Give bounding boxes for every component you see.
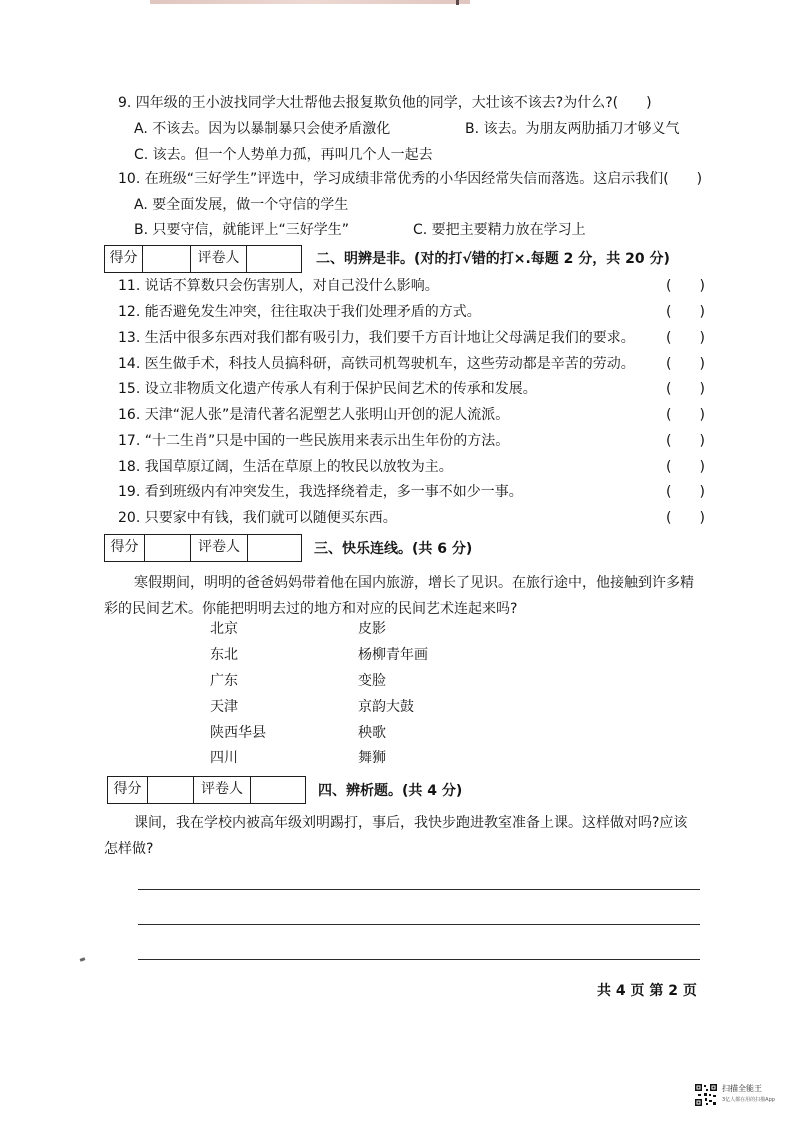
page-number: 共 4 页 第 2 页 [597, 983, 697, 999]
score-box-section-2 [104, 245, 302, 273]
grader-blank [248, 535, 300, 561]
art-bianlian: 变脸 [358, 673, 386, 689]
grader-blank [251, 777, 304, 803]
question-9-option-c: C. 该去。但一个人势单力孤，再叫几个人一起去 [134, 147, 433, 163]
scan-edge-smudge [150, 0, 470, 4]
scan-speck [80, 957, 86, 962]
qr-code-icon [694, 1083, 718, 1107]
answer-paren-12: ( ) [666, 304, 705, 320]
place-guangdong: 广东 [210, 673, 238, 689]
question-10: 10. 在班级“三好学生”评选中，学习成绩非常优秀的小华因经常失信而落选。这启示我们( ) [118, 171, 703, 187]
place-tianjin: 天津 [210, 699, 238, 715]
true-false-item-18: 18. 我国草原辽阔，生活在草原上的牧民以放牧为主。 [118, 459, 453, 475]
true-false-item-19: 19. 看到班级内有冲突发生，我选择绕着走，多一事不如少一事。 [118, 484, 523, 500]
score-blank [143, 246, 191, 272]
score-label: 得分 [105, 535, 145, 561]
answer-paren-18: ( ) [666, 459, 705, 475]
true-false-item-14: 14. 医生做手术，科技人员搞科研，高铁司机驾驶机车，这些劳动都是辛苦的劳动。 [118, 356, 635, 372]
answer-line-3 [138, 959, 700, 960]
place-sichuan: 四川 [210, 750, 238, 766]
question-10-option-a: A. 要全面发展，做一个守信的学生 [134, 197, 349, 213]
art-piying: 皮影 [358, 621, 386, 637]
true-false-item-15: 15. 设立非物质文化遗产传承人有利于保护民间艺术的传承和发展。 [118, 381, 537, 397]
true-false-item-20: 20. 只要家中有钱，我们就可以随便买东西。 [118, 510, 397, 526]
section-3-intro-line-2: 彩的民间艺术。你能把明明去过的地方和对应的民间艺术连起来吗? [104, 601, 518, 617]
place-shaanxi-huaxian: 陕西华县 [210, 725, 266, 741]
question-10-option-b: B. 只要守信，就能评上“三好学生” [134, 222, 350, 238]
section-4-title: 四、辨析题。(共 4 分) [318, 783, 463, 799]
grader-blank [247, 246, 300, 272]
answer-paren-17: ( ) [666, 433, 705, 449]
score-label: 得分 [105, 246, 143, 272]
score-blank [148, 777, 194, 803]
true-false-item-13: 13. 生活中很多东西对我们都有吸引力，我们要千方百计地让父母满足我们的要求。 [118, 330, 635, 346]
grader-label: 评卷人 [191, 535, 248, 561]
section-4-question-line-2: 怎样做? [104, 841, 154, 857]
answer-paren-11: ( ) [666, 278, 705, 294]
true-false-item-12: 12. 能否避免发生冲突，往往取决于我们处理矛盾的方式。 [118, 304, 481, 320]
scan-edge-mark [456, 0, 459, 5]
score-label: 得分 [108, 777, 148, 803]
answer-paren-16: ( ) [666, 407, 705, 423]
score-box-section-3 [104, 534, 302, 562]
art-wushi: 舞狮 [358, 750, 386, 766]
true-false-item-17: 17. “十二生肖”只是中国的一些民族用来表示出生年份的方法。 [118, 433, 510, 449]
section-3-intro-line-1: 寒假期间，明明的爸爸妈妈带着他在国内旅游，增长了见识。在旅行途中，他接触到许多精 [134, 575, 694, 591]
art-yangge: 秧歌 [358, 725, 386, 741]
answer-paren-15: ( ) [666, 381, 705, 397]
answer-paren-20: ( ) [666, 510, 705, 526]
score-blank [145, 535, 191, 561]
question-10-option-c: C. 要把主要精力放在学习上 [413, 222, 586, 238]
answer-paren-13: ( ) [666, 330, 705, 346]
art-yangliuqing-nianhua: 杨柳青年画 [358, 647, 428, 663]
section-4-question-line-1: 课间，我在学校内被高年级刘明踢打，事后，我快步跑进教室准备上课。这样做对吗?应该 [134, 815, 688, 831]
true-false-item-16: 16. 天津“泥人张”是清代著名泥塑艺人张明山开创的泥人流派。 [118, 407, 510, 423]
grader-label: 评卷人 [194, 777, 251, 803]
answer-paren-19: ( ) [666, 484, 705, 500]
art-jingyun-dagu: 京韵大鼓 [358, 699, 414, 715]
answer-paren-14: ( ) [666, 356, 705, 372]
grader-label: 评卷人 [191, 246, 247, 272]
true-false-item-11: 11. 说话不算数只会伤害别人，对自己没什么影响。 [118, 278, 439, 294]
scanner-tagline: 3亿人都在用的扫描App [722, 1097, 775, 1103]
scanner-brand: 扫描全能王 [722, 1084, 762, 1093]
answer-line-1 [138, 889, 700, 890]
place-dongbei: 东北 [210, 647, 238, 663]
question-9-option-b: B. 该去。为朋友两肋插刀才够义气 [465, 121, 680, 137]
score-box-section-4 [107, 776, 306, 804]
answer-line-2 [138, 924, 700, 925]
section-2-title: 二、明辨是非。(对的打√错的打×.每题 2 分，共 20 分) [316, 251, 670, 267]
section-3-title: 三、快乐连线。(共 6 分) [314, 541, 473, 557]
question-9-option-a: A. 不该去。因为以暴制暴只会使矛盾激化 [134, 121, 391, 137]
question-9: 9. 四年级的王小波找同学大壮帮他去报复欺负他的同学，大壮该不该去?为什么?( ) [118, 95, 652, 111]
place-beijing: 北京 [210, 621, 238, 637]
